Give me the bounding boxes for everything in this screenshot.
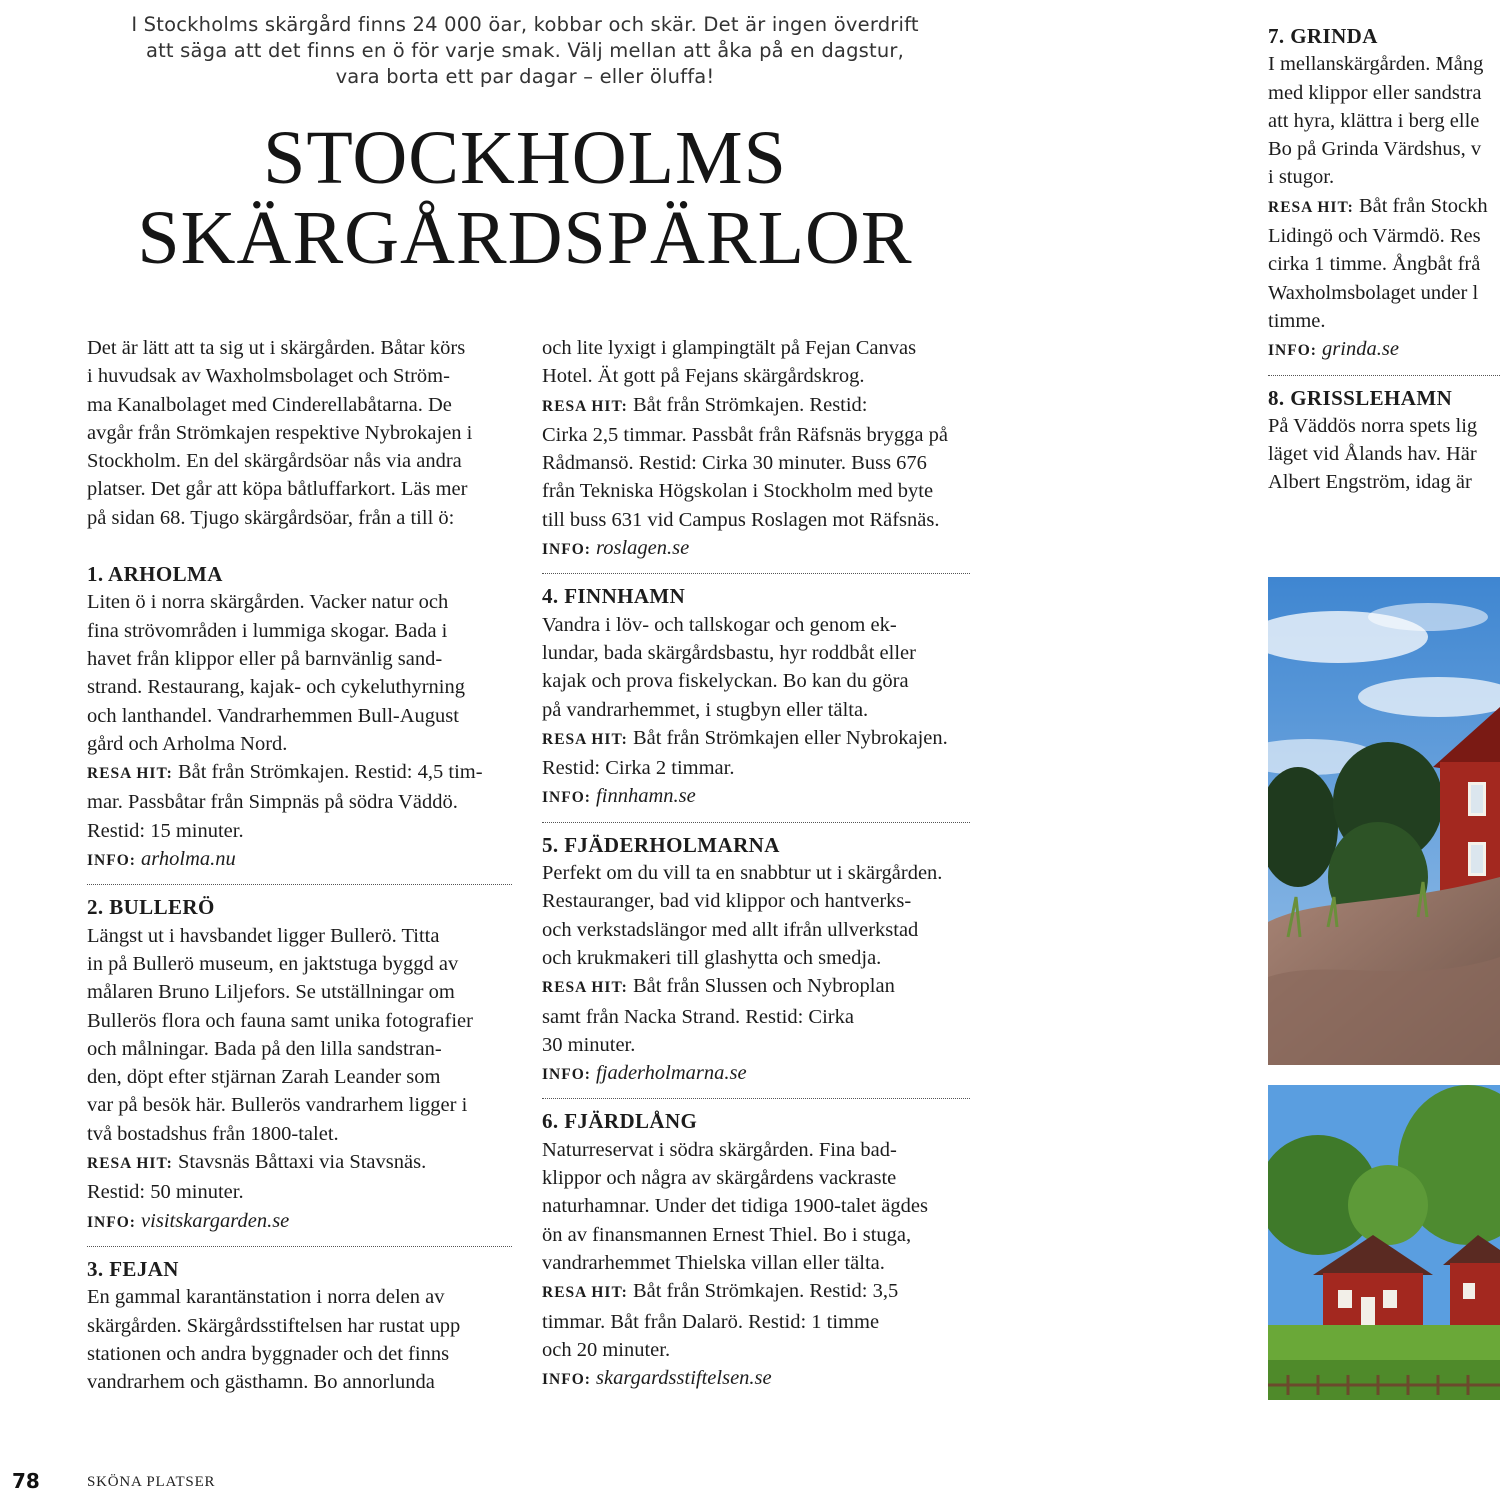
section-divider [87,1246,512,1247]
section-title: 2. BULLERÖ [87,895,215,920]
body-line: klippor och några av skärgårdens vackraste [542,1167,897,1190]
body-line: cirka 1 timme. Ångbåt frå [1268,253,1481,276]
body-line: timme. [1268,309,1326,332]
island-entry-finnhamn [542,582,970,812]
body-line: två bostadshus från 1800-talet. [87,1122,339,1145]
travel-label: RESA HIT: [87,1155,173,1173]
body-line: strand. Restaurang, kajak- och cykeluthyrning [87,676,465,699]
body-line: med klippor eller sandstra [1268,81,1482,104]
travel-label: RESA HIT: [87,765,173,783]
info-line [87,1207,512,1237]
body-line: stationen och andra byggnader och det finns [87,1342,450,1365]
body-line: och 20 minuter. [542,1338,671,1361]
body-line: I mellanskärgården. Mång [1268,53,1484,76]
section-divider [87,884,512,885]
magazine-name: SKÖNA PLATSER [87,1474,216,1490]
section-title: 5. FJÄDERHOLMARNA [542,832,780,857]
island-entry-fejan [87,1255,512,1396]
section-title: 6. FJÄRDLÅNG [542,1109,698,1134]
lead-paragraph [87,334,512,532]
headline-line-2: SKÄRGÅRDSPÄRLOR [137,196,913,280]
photo-illustration [1268,1085,1500,1400]
travel-label: RESA HIT: [542,730,628,748]
article-column-2 [542,334,970,1394]
body-line: var på besök här. Bullerös vandrarhem ligger i [87,1094,468,1117]
body-line: lundar, bada skärgårdsbastu, hyr roddbåt eller [542,641,916,664]
website-link[interactable]: finnhamn.se [596,785,696,808]
body-line: gård och Arholma Nord. [87,732,288,755]
body-line: Perfekt om du vill ta en snabbtur ut i skärgården. [542,862,943,885]
body-line: och lite lyxigt i glampingtält på Fejan Canvas [542,337,917,359]
travel-label: RESA HIT: [1268,198,1354,216]
travel-info: RESA HIT: Båt från Strömkajen. Restid: [542,393,868,416]
body-line: 30 minuter. [542,1033,636,1056]
body-line: havet från klippor eller på barnvänlig sand- [87,647,443,670]
headline-line-1: STOCKHOLMS [263,116,787,200]
body-line: från Tekniska Högskolan i Stockholm med byte [542,480,934,503]
body-line: skärgården. Skärgårdsstiftelsen har rustat upp [87,1314,461,1337]
body-line: och lanthandel. Vandrarhemmen Bull-August [87,704,459,727]
section-divider [542,1098,970,1099]
info-line [542,1059,970,1089]
island-entry-bullero [87,893,512,1237]
body-line: den, döpt efter stjärnan Zarah Leander som [87,1066,441,1089]
info-line [542,534,970,564]
info-line [542,782,970,812]
body-line: Naturreservat i södra skärgården. Fina bad- [542,1138,897,1161]
body-line: målaren Bruno Liljefors. Se utställningar om [87,981,455,1004]
island-entry-arholma [87,560,512,875]
body-line: att hyra, klättra i berg elle [1268,109,1480,132]
info-line [542,1364,970,1394]
website-link[interactable]: visitskargarden.se [141,1209,290,1232]
photo-red-houses-garden [1268,1085,1500,1400]
travel-info: RESA HIT: Båt från Stockh [1268,194,1488,217]
info-label: INFO: [542,541,591,559]
body-line: vandrarhem och gästhamn. Bo annorlunda [87,1371,435,1394]
page-number: 78 [12,1469,40,1493]
lead-line: Stockholm. En del skärgårdsöar nås via andra [87,450,462,473]
body-line: Restauranger, bad vid klippor och hantverks- [542,890,912,913]
website-link[interactable]: skargardsstiftelsen.se [596,1367,772,1390]
island-entry-fjardlang [542,1107,970,1394]
body-line: Albert Engström, idag är [1268,471,1472,494]
body-line: mar. Passbåtar från Simpnäs på södra Väddö. [87,791,458,814]
section-title: 7. GRINDA [1268,24,1378,48]
info-label: INFO: [542,789,591,807]
island-entry-grinda [1268,22,1500,366]
travel-label: RESA HIT: [542,1284,628,1302]
travel-info: RESA HIT: Båt från Slussen och Nybroplan [542,975,895,998]
body-line: vandrarhemmet Thielska villan eller tälta. [542,1251,885,1274]
page-title [60,118,990,278]
body-line: Bullerös flora och fauna samt unika fotografier [87,1009,473,1032]
body-line: Restid: Cirka 2 timmar. [542,757,735,780]
lead-line: avgår från Strömkajen respektive Nybrokajen i [87,421,473,444]
body-line: På Väddös norra spets lig [1268,414,1478,437]
body-line: Restid: 50 minuter. [87,1181,244,1204]
body-line: Längst ut i havsbandet ligger Bullerö. Titta [87,924,440,947]
lead-line: ma Kanalbolaget med Cinderellabåtarna. De [87,393,452,416]
info-line [87,845,512,875]
body-line: En gammal karantänstation i norra delen av [87,1286,445,1309]
section-title: 1. ARHOLMA [87,562,223,587]
info-label: INFO: [87,852,136,870]
body-line: och målningar. Bada på den lilla sandstran- [87,1037,442,1060]
lead-line: platser. Det går att köpa båtluffarkort. Läs mer [87,478,468,501]
info-label: INFO: [87,1213,136,1231]
info-label: INFO: [1268,342,1317,360]
body-line: Vandra i löv- och tallskogar och genom ek- [542,613,897,636]
travel-info: RESA HIT: Båt från Strömkajen eller Nybrokajen. [542,726,948,749]
section-title: 3. FEJAN [87,1256,179,1281]
body-line: in på Bullerö museum, en jaktstuga byggd av [87,952,459,975]
island-entry-grisslehamn [1268,384,1500,497]
body-line: Rådmansö. Restid: Cirka 30 minuter. Buss 676 [542,452,927,475]
body-line: Bo på Grinda Värdshus, v [1268,138,1482,161]
travel-info: RESA HIT: Stavsnäs Båttaxi via Stavsnäs. [87,1151,427,1174]
island-entry-fejan-continued [542,334,970,564]
body-line: naturhamnar. Under det tidiga 1900-talet ägdes [542,1195,928,1218]
body-line: Hotel. Ät gott på Fejans skärgårdskrog. [542,365,865,388]
photo-red-house-on-rocks [1268,577,1500,1065]
body-line: timmar. Båt från Dalarö. Restid: 1 timme [542,1310,880,1333]
article-column-3 [1268,22,1500,497]
travel-info: RESA HIT: Båt från Strömkajen. Restid: 3,5 [542,1280,899,1303]
info-line [1268,335,1500,365]
travel-label: RESA HIT: [542,397,628,415]
body-line: kajak och prova fiskelyckan. Bo kan du göra [542,670,909,693]
website-link[interactable]: roslagen.se [596,537,690,560]
section-divider [1268,375,1500,376]
body-line: Waxholmsbolaget under l [1268,281,1479,304]
info-label: INFO: [542,1066,591,1084]
section-title: 4. FINNHAMN [542,584,686,609]
body-line: Cirka 2,5 timmar. Passbåt från Räfsnäs brygga på [542,423,948,446]
travel-info: RESA HIT: Båt från Strömkajen. Restid: 4,5 tim- [87,761,483,784]
travel-label: RESA HIT: [542,979,628,997]
lead-line: på sidan 68. Tjugo skärgårdsöar, från a till ö: [87,506,455,529]
info-label: INFO: [542,1371,591,1389]
island-entry-fjaderholmarna [542,831,970,1090]
website-link[interactable]: arholma.nu [141,848,236,871]
lead-line: i huvudsak av Waxholmsbolaget och Ström- [87,365,450,388]
body-line: ön av finansmannen Ernest Thiel. Bo i stuga, [542,1223,912,1246]
body-line: läget vid Ålands hav. Här [1268,443,1477,466]
lead-line: Det är lätt att ta sig ut i skärgården. Båtar körs [87,337,466,359]
section-divider [542,822,970,823]
body-line: Lidingö och Värmdö. Res [1268,225,1481,248]
photo-illustration [1268,577,1500,1065]
body-line: Liten ö i norra skärgården. Vacker natur och [87,591,449,614]
website-link[interactable]: grinda.se [1322,338,1399,361]
section-title: 8. GRISSLEHAMN [1268,385,1453,410]
body-line: fina strövområden i lummiga skogar. Bada i [87,619,448,642]
body-line: i stugor. [1268,166,1335,189]
section-divider [542,573,970,574]
intro-text: I Stockholms skärgård finns 24 000 öar, kobbar och skär. Det är ingen överdrift att säga att det finns en ö för varje smak. Välj mellan att åka på en dagstur, vara borta ett par dagar – eller öluffa! [131,13,919,88]
body-line: på vandrarhemmet, i stugbyn eller tälta. [542,698,869,721]
body-line: Restid: 15 minuter. [87,819,244,842]
body-line: samt från Nacka Strand. Restid: Cirka [542,1005,854,1028]
body-line: och krukmakeri till glashytta och smedja. [542,946,882,969]
website-link[interactable]: fjaderholmarna.se [596,1062,747,1085]
body-line: och verkstadslängor med allt ifrån ullverkstad [542,918,919,941]
body-line: till buss 631 vid Campus Roslagen mot Räfsnäs. [542,508,940,531]
article-column-1 [87,334,512,1396]
